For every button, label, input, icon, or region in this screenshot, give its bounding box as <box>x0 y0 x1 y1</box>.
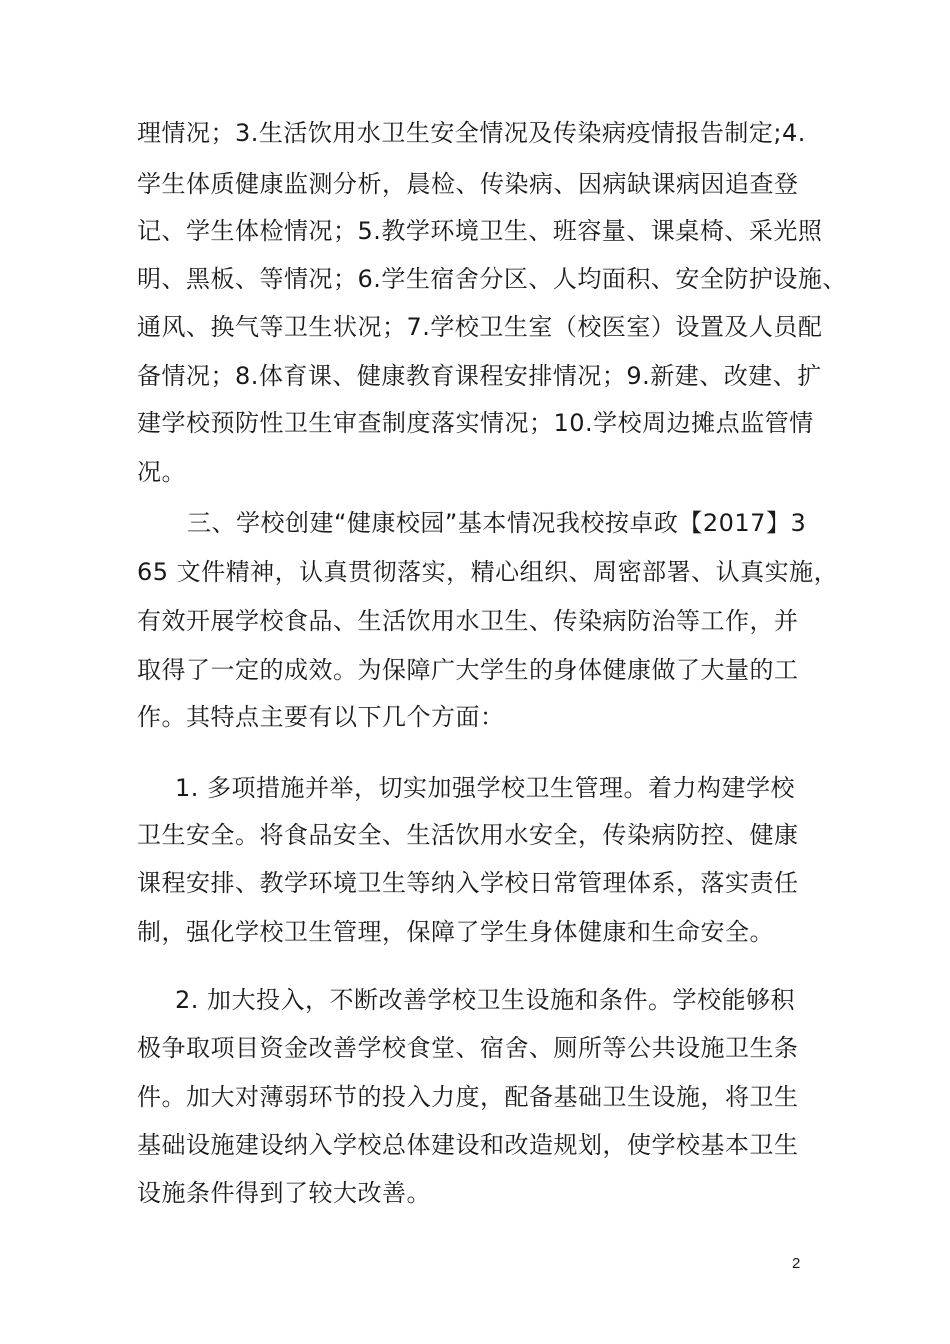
text-line: 课程安排、教学环境卫生等纳入学校日常管理体系，落实责任 <box>137 869 799 897</box>
text-line: 制，强化学校卫生管理，保障了学生身体健康和生命安全。 <box>137 918 774 946</box>
text-line: 记、学生体检情况；5.教学环境卫生、班容量、课桌椅、采光照 <box>137 217 823 245</box>
section-heading-line: 三、学校创建“健康校园”基本情况我校按卓政【2017】3 <box>187 509 807 537</box>
text-line: 作。其特点主要有以下几个方面： <box>137 703 505 731</box>
page-number: 2 <box>792 1255 801 1272</box>
text-line: 基础设施建设纳入学校总体建设和改造规划，使学校基本卫生 <box>137 1131 799 1159</box>
text-line: 备情况；8.体育课、健康教育课程安排情况；9.新建、改建、扩 <box>137 362 822 390</box>
text-line: 通风、换气等卫生状况；7.学校卫生室（校医室）设置及人员配 <box>137 313 823 341</box>
text-line: 理情况；3.生活饮用水卫生安全情况及传染病疫情报告制定;4. <box>137 119 806 147</box>
text-line: 65 文件精神，认真贯彻落实，精心组织、周密部署、认真实施， <box>137 558 839 586</box>
text-line: 设施条件得到了较大改善。 <box>137 1179 431 1207</box>
text-line: 极争取项目资金改善学校食堂、宿舍、厕所等公共设施卫生条 <box>137 1034 799 1062</box>
list-item-1-line: 1. 多项措施并举，切实加强学校卫生管理。着力构建学校 <box>175 774 796 802</box>
text-line: 学生体质健康监测分析，晨检、传染病、因病缺课病因追查登 <box>137 170 799 198</box>
text-line: 件。加大对薄弱环节的投入力度，配备基础卫生设施，将卫生 <box>137 1083 799 1111</box>
list-item-2-line: 2. 加大投入，不断改善学校卫生设施和条件。学校能够积 <box>175 986 796 1014</box>
text-line: 取得了一定的成效。为保障广大学生的身体健康做了大量的工 <box>137 656 799 684</box>
text-line: 有效开展学校食品、生活饮用水卫生、传染病防治等工作，并 <box>137 607 799 635</box>
text-line: 况。 <box>137 458 186 486</box>
text-line: 卫生安全。将食品安全、生活饮用水安全，传染病防控、健康 <box>137 821 799 849</box>
text-line: 明、黑板、等情况；6.学生宿舍分区、人均面积、安全防护设施、 <box>137 265 847 293</box>
text-line: 建学校预防性卫生审查制度落实情况；10.学校周边摊点监管情 <box>137 409 814 437</box>
